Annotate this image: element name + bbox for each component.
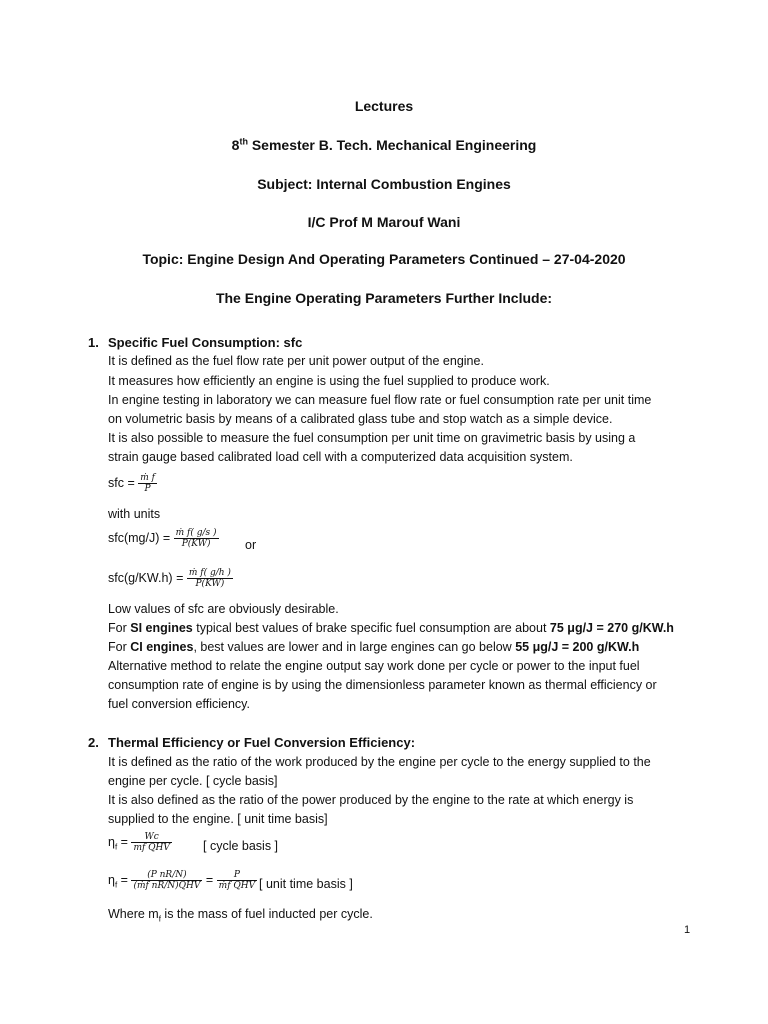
si-engines-bold: SI engines (130, 621, 193, 635)
efficiency-time-formula: $\eta_f$ = $\frac{\text{(P nR/N)}}{\text{(ṁf nR/N)QHV}}$ = $\frac{P}{\text{ṁf QHV}}$ (108, 870, 256, 891)
sfc-g-denominator: P(KW) (187, 578, 233, 589)
alternative-line: consumption rate of engine is by using the dimensionless parameter known as thermal efficiency or (108, 678, 657, 692)
eta-symbol: $\eta_f$ (108, 834, 118, 852)
where-subscript: f (158, 914, 161, 924)
fuel-rate-denominator: (ṁf nR/N)QHV (133, 881, 201, 891)
low-values-line: Low values of sfc are obviously desirable. (108, 602, 339, 616)
si-prefix: For (108, 621, 131, 635)
semester-number: 8 (231, 137, 240, 153)
section-2-line: It is also defined as the ratio of the power produced by the engine to the rate at which energy is (108, 793, 634, 807)
sfc-formula-label: sfc = (108, 475, 139, 490)
section-1-number: 1. (88, 335, 99, 350)
alternative-line: fuel conversion efficiency. (108, 697, 250, 711)
section-1-line: In engine testing in laboratory we can measure fuel flow rate or fuel consumption rate per unit time (108, 393, 652, 407)
section-1-title (88, 335, 302, 350)
lectures-heading: Lectures (354, 98, 414, 114)
instructor-heading: I/C Prof M Marouf Wani (307, 214, 461, 230)
section-2-title (88, 735, 415, 750)
si-value: 75 μg/J = 270 g/KW.h (549, 621, 674, 635)
page-number: 1 (684, 924, 691, 936)
section-1-line: It is also possible to measure the fuel consumption per unit time on gravimetric basis by using a (108, 431, 636, 445)
topic-heading: Topic: Engine Design And Operating Parameters Continued – 27-04-2020 (142, 251, 626, 267)
section-1-title-text: Specific Fuel Consumption: sfc (108, 335, 303, 350)
section-1-line: It measures how efficiently an engine is using the fuel supplied to produce work. (108, 374, 550, 388)
unit-time-basis-tag: [ unit time basis ] (259, 877, 353, 891)
work-per-cycle: Wc (144, 832, 159, 842)
power-simple-numerator: P (233, 870, 240, 880)
ci-engines-bold: CI engines (130, 640, 194, 654)
or-label: or (245, 538, 257, 552)
semester-text: Semester B. Tech. Mechanical Engineering (247, 137, 537, 153)
si-engines-line (108, 620, 674, 636)
with-units-label: with units (108, 507, 161, 521)
section-2-line: It is defined as the ratio of the work produced by the engine per cycle to the energy supplied to the (108, 755, 651, 769)
eta-symbol: $\eta_f$ (108, 872, 118, 890)
ci-middle: , best values are lower and in large engines can go below (193, 640, 516, 654)
ci-engines-line (108, 639, 639, 655)
section-1-line: It is defined as the fuel flow rate per unit power output of the engine. (108, 354, 484, 368)
sfc-g-per-kwh-formula (108, 568, 233, 589)
sfc-mg-fraction (174, 528, 219, 549)
fuel-rate-simple-denominator: ṁf QHV (218, 881, 256, 891)
efficiency-cycle-formula: $\eta_f$ = $\frac{Wc}{\text{mf QHV}}$ (108, 832, 170, 853)
cycle-basis-tag: [ cycle basis ] (203, 839, 279, 853)
sfc-mg-label: sfc(mg/J) = (108, 530, 174, 545)
power-numerator: (P nR/N) (147, 870, 187, 880)
section-2-line: supplied to the engine. [ unit time basis] (108, 812, 328, 826)
ci-value: 55 μg/J = 200 g/KW.h (515, 640, 640, 654)
where-prefix: Where m (108, 907, 159, 921)
where-line (108, 906, 373, 928)
sfc-denominator: P (138, 483, 157, 494)
sfc-formula (108, 473, 157, 494)
sfc-g-numerator: ṁ f( g/h ) (188, 568, 231, 578)
sfc-g-fraction (187, 568, 233, 589)
parameters-heading: The Engine Operating Parameters Further Include: (215, 290, 553, 306)
section-2-number: 2. (88, 735, 99, 750)
section-2-title-text: Thermal Efficiency or Fuel Conversion Efficiency: (108, 735, 416, 750)
subject-heading: Subject: Internal Combustion Engines (257, 176, 511, 192)
efficiency-cycle-fraction (131, 832, 171, 853)
fuel-energy-per-cycle: mf QHV (133, 843, 170, 853)
alternative-line: Alternative method to relate the engine output say work done per cycle or power to the input fuel (108, 659, 640, 673)
section-1-line: on volumetric basis by means of a calibrated glass tube and stop watch as a simple device. (108, 412, 613, 426)
sfc-mg-denominator: P(KW) (174, 538, 219, 549)
where-suffix: is the mass of fuel inducted per cycle. (160, 907, 373, 921)
sfc-mg-per-j-formula (108, 528, 219, 549)
section-1-line: strain gauge based calibrated load cell with a computerized data acquisition system. (108, 450, 573, 464)
si-middle: typical best values of brake specific fuel consumption are about (192, 621, 550, 635)
ci-prefix: For (108, 640, 131, 654)
section-2-line: engine per cycle. [ cycle basis] (108, 774, 278, 788)
semester-suffix: th (239, 136, 248, 147)
sfc-numerator: ṁ f (140, 473, 155, 483)
sfc-fraction (138, 473, 157, 494)
sfc-mg-numerator: ṁ f( g/s ) (175, 528, 217, 538)
sfc-g-label: sfc(g/KW.h) = (108, 570, 187, 585)
efficiency-time-fraction-2 (217, 870, 257, 891)
efficiency-time-fraction-1 (131, 870, 202, 891)
semester-heading (0, 136, 768, 154)
